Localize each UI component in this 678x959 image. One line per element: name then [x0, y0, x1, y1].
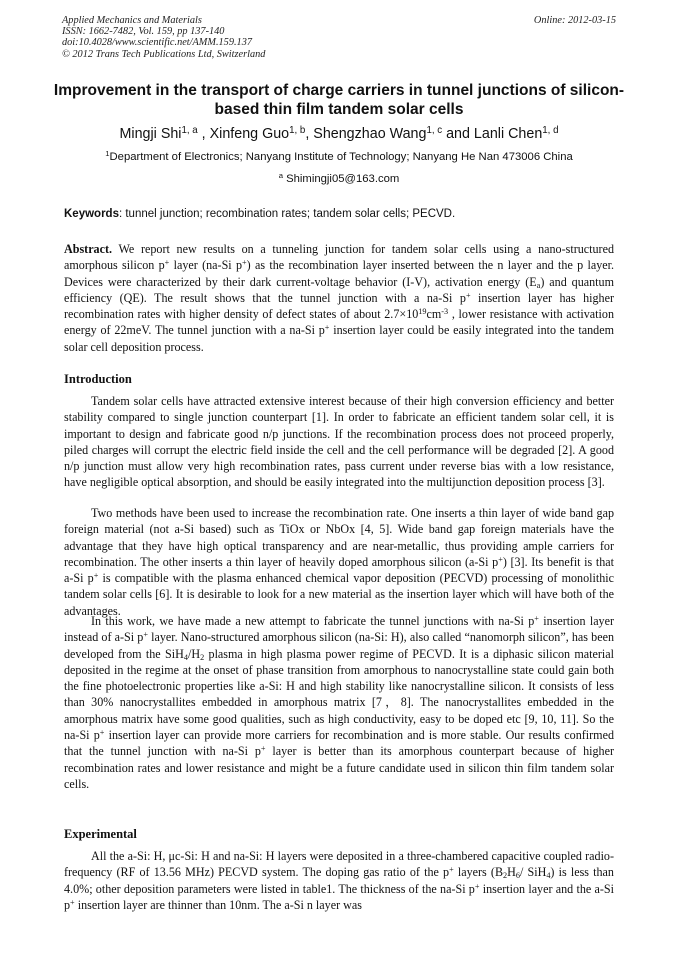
journal-doi[interactable]: doi:10.4028/www.scientific.net/AMM.159.137 — [62, 37, 252, 49]
journal-header — [62, 15, 265, 60]
journal-issn: ISSN: 1662-7482, Vol. 159, pp 137-140 — [62, 26, 225, 38]
author-name: Xinfeng Guo — [209, 126, 290, 142]
paragraph-text: ) [3]. Its benefit is that a-Si p — [64, 554, 614, 586]
abstract-text: , lower resistance with activation energy of 22meV. The tunnel junction with a na-Si p — [64, 307, 614, 338]
author-affil-mark: 1, c — [426, 125, 443, 137]
sup-plus: + — [465, 290, 471, 300]
abstract-text: ) and quantum efficiency (QE). The result shows that the tunnel junction with a na-Si p — [64, 274, 614, 305]
paragraph-text: is compatible with the plasma enhanced chemical vapor deposition (PECVD) processing of monolithic tandem solar cells [6]. It is desirable to look for a new material as the insertion layer which will have both of the advantages. — [64, 571, 614, 618]
paragraph-text: / SiH — [519, 865, 547, 880]
abstract-text: insertion layer could be easily integrated into the tandem solar cell deposition process. — [64, 323, 614, 354]
affiliation — [40, 150, 638, 164]
intro-paragraph-3 — [64, 613, 614, 792]
sup-exponent: 19 — [418, 307, 427, 317]
paragraph-text: layers (B — [453, 865, 504, 880]
abstract-text: We report new results on a tunneling junction for tandem solar cells using a nano-structured amorphous silicon p — [64, 242, 614, 273]
keywords-label: Keywords — [64, 208, 119, 220]
keywords — [64, 207, 624, 221]
paragraph-text: insertion layer are thinner than 10nm. The a-Si n layer was — [74, 897, 362, 912]
sup-plus: + — [164, 258, 170, 268]
online-date: Online: 2012-03-15 — [533, 15, 616, 26]
abstract-label: Abstract. — [64, 242, 113, 256]
affiliation-text: Department of Electronics; Nanyang Institute of Technology; Nanyang He Nan 473006 China — [109, 151, 573, 163]
sup-plus: + — [534, 613, 539, 623]
paper-title: Improvement in the transport of charge carriers in tunnel junctions of silicon-based thin film tandem solar cells — [53, 82, 625, 118]
experimental-paragraph-1 — [64, 848, 614, 913]
email-address[interactable]: Shimingji05@163.com — [282, 173, 400, 185]
paragraph-text: /H — [187, 646, 201, 661]
subscript: 2 — [200, 652, 205, 662]
email-mark: a — [278, 171, 283, 181]
author-separator: and — [442, 126, 474, 142]
sup-plus: + — [99, 727, 105, 737]
section-heading-experimental: Experimental — [64, 827, 137, 841]
paragraph-text: insertion layer instead of a-Si p — [64, 614, 614, 645]
abstract — [64, 241, 614, 355]
journal-name: Applied Mechanics and Materials — [62, 15, 202, 26]
subscript: 4 — [183, 652, 188, 662]
abstract-text: ) as the recombination layer inserted between the n layer and the p layer. Devices were characterized by their dark current-voltage behavior (I-V), activation energy (E — [64, 258, 615, 289]
paragraph-text: insertion layer and the a-Si p — [64, 881, 614, 912]
author-list — [40, 125, 638, 143]
intro-paragraph-1: Tandem solar cells have attracted extensive interest because of their high conversion efficiency and better stability compared to single junction counterpart [1]. In order to fabricate an efficient tandem solar cell, it is important to design and fabricate good n/p junctions. If the recombination process does not proceed properly, piled charges will corrupt the electric field inside the cell and the cell performance will be degraded [2]. A good n/p junction must allow very high recombination rates, pass current under reverse bias with a low resistance, have negligible optical absorption, and should be easily integrated into the multijunction deposition process [3]. — [64, 394, 614, 490]
abstract-text: layer (na-Si p — [169, 258, 243, 273]
paragraph-text: layer is better than its amorphous counterpart because of higher recombination rates and lower resistance and might be a future candidate used in silicon thin film tandem solar cells. — [64, 744, 614, 791]
sup-plus: + — [93, 571, 99, 581]
sup-plus: + — [143, 630, 148, 640]
paragraph-text: layer. Nano-structured amorphous silicon (na-Si: H), also called “nanomorph silicon”, has been developed from the SiH — [64, 630, 614, 661]
sup-plus: + — [324, 323, 330, 333]
subscript: 6 — [515, 871, 520, 881]
abstract-text: insertion layer has higher recombination rates with higher density of defect states of about 2.7×10 — [64, 290, 614, 322]
journal-copyright: © 2012 Trans Tech Publications Ltd, Switzerland — [62, 48, 266, 60]
author-email — [40, 172, 638, 186]
paragraph-text: ) is less than 4.0%; other deposition parameters were listed in table1. The thickness of the na-Si p — [64, 865, 614, 896]
author-name: Shengzhao Wang — [313, 126, 427, 142]
author-name: Mingji Shi — [119, 126, 182, 142]
author-affil-mark: 1, b — [289, 125, 306, 137]
author-separator: , — [197, 126, 210, 142]
sup-plus: + — [260, 744, 266, 754]
keywords-text: : tunnel junction; recombination rates; tandem solar cells; PECVD. — [118, 208, 456, 220]
intro-paragraph-2 — [64, 505, 614, 619]
paragraph-text: insertion layer can provide more carriers for recombination and is more stable. Our results confirmed that the tunnel junction with na-Si p — [64, 728, 615, 759]
author-affil-mark: 1, d — [542, 125, 559, 137]
sub-a: a — [536, 280, 541, 290]
affiliation-mark: 1 — [105, 149, 110, 159]
sup-plus: + — [498, 554, 503, 564]
section-heading-introduction: Introduction — [64, 372, 132, 386]
author-separator: , — [305, 126, 314, 142]
author-affil-mark: 1, a — [181, 125, 198, 137]
abstract-text: cm — [426, 307, 442, 322]
paragraph-text: Two methods have been used to increase the recombination rate. One inserts a thin layer of wide band gap foreign material (not a-Si based) such as TiOx or NbOx [4, 5]. Wide band gap foreign materials have the advantage that they have high optical transparency and are near-metallic, thus providing ample carriers for recombination. The other inserts a thin layer of heavily doped amorphous silicon (a-Si p — [64, 506, 614, 569]
paragraph-text: In this work, we have made a new attempt to fabricate the tunnel junctions with na-Si p — [91, 614, 535, 628]
paragraph-text: H — [507, 865, 516, 880]
subscript: 4 — [546, 871, 551, 881]
sup-plus: + — [474, 881, 480, 891]
sup-plus: + — [242, 258, 247, 268]
sup-exponent: -3 — [441, 307, 449, 317]
subscript: 2 — [503, 871, 508, 881]
author-name: Lanli Chen — [473, 126, 543, 142]
paragraph-text: All the a-Si: H, μc-Si: H and na-Si: H layers were deposited in a three-chambered capacitive coupled radio-frequency (RF of 13.56 MHz) PECVD system. The doping gas ratio of the p — [64, 849, 614, 880]
sup-plus: + — [70, 897, 75, 907]
sup-plus: + — [449, 865, 454, 875]
paragraph-text: plasma in high plasma power regime of PECVD. It is a diphasic silicon material deposited in the regime at the onset of phase transition from amorphous to nanocrystalline state could gain both the fine photoelectronic properties like a-Si: H and high stability like nanocrystalline silicon. It consists of less than 30% nanocrystallites embedded in amorphous matrix [7，8]. The nanocrystallites embedded in the amorphous matrix have some good qualities, such as high conductivity, easy to be doped etc [9, 10, 11]. So the na-Si p — [64, 646, 615, 743]
